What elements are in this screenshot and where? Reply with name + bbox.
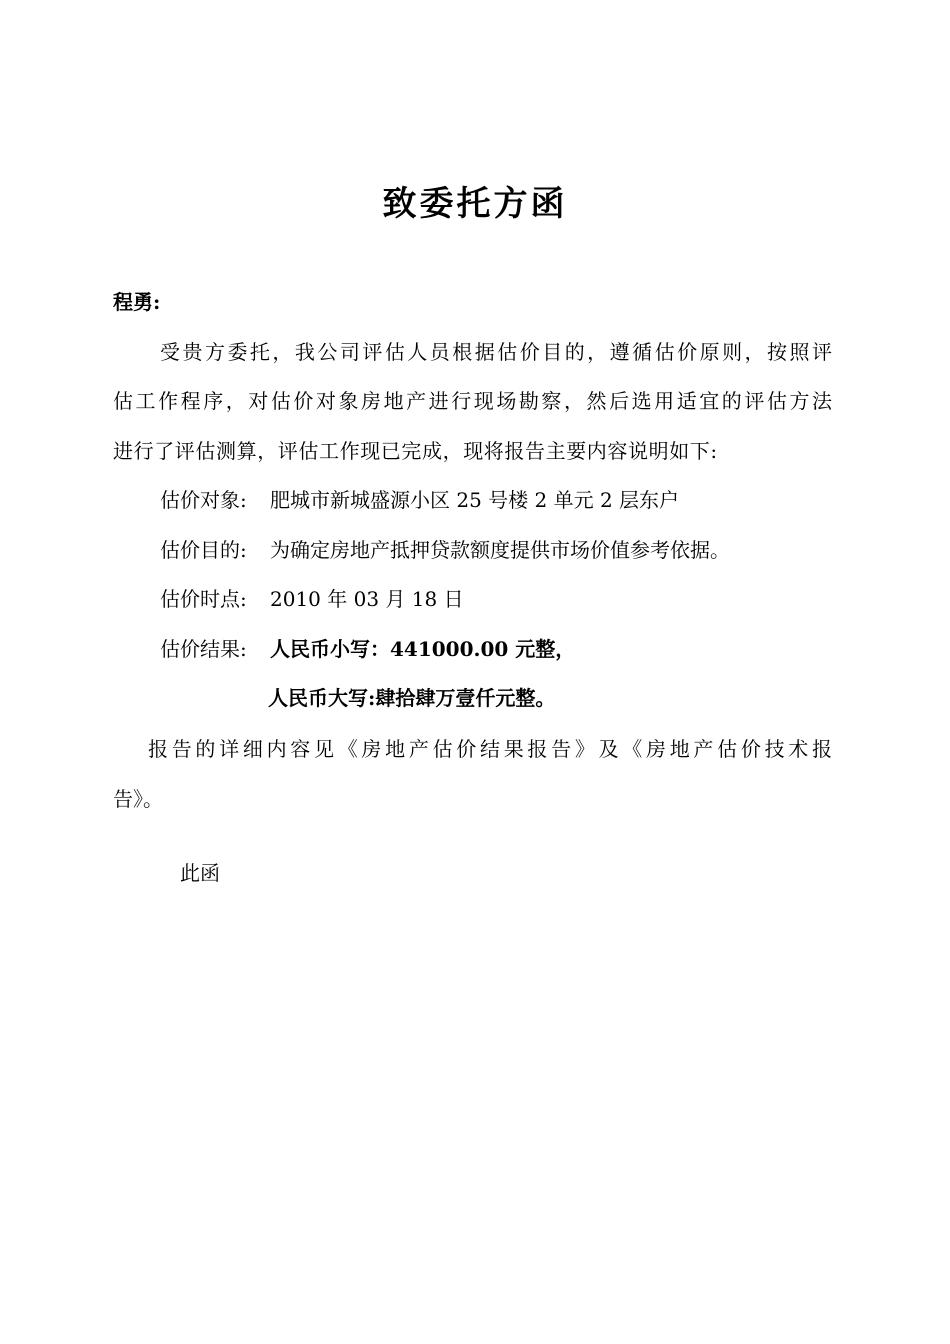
purpose-value: 为确定房地产抵押贷款额度提供市场价值参考依据。 xyxy=(270,538,730,562)
sign-off: 此函 xyxy=(180,861,220,885)
recipient-line: 程勇: xyxy=(113,290,161,314)
intro-line-3: 进行了评估测算，评估工作现已完成，现将报告主要内容说明如下: xyxy=(113,439,718,463)
page-title: 致委托方函 xyxy=(382,184,568,224)
intro-line-1: 受贵方委托，我公司评估人员根据估价目的，遵循估价原则，按照评 xyxy=(160,340,832,364)
object-label: 估价对象: xyxy=(160,488,247,512)
result-small-amount: 人民币小写：441000.00 元整， xyxy=(270,637,576,661)
date-value: 2010 年 03 月 18 日 xyxy=(270,587,464,611)
closing-line-2: 告》。 xyxy=(113,787,163,811)
result-large-amount: 人民币大写:肆拾肆万壹仟元整。 xyxy=(268,686,556,710)
intro-line-2: 估工作程序，对估价对象房地产进行现场勘察，然后选用适宜的评估方法 xyxy=(113,389,832,413)
date-label: 估价时点: xyxy=(160,587,247,611)
result-label: 估价结果: xyxy=(160,637,247,661)
closing-line-1: 报告的详细内容见《房地产估价结果报告》及《房地产估价技术报 xyxy=(148,737,832,761)
purpose-label: 估价目的: xyxy=(160,538,247,562)
object-value: 肥城市新城盛源小区 25 号楼 2 单元 2 层东户 xyxy=(270,488,680,512)
